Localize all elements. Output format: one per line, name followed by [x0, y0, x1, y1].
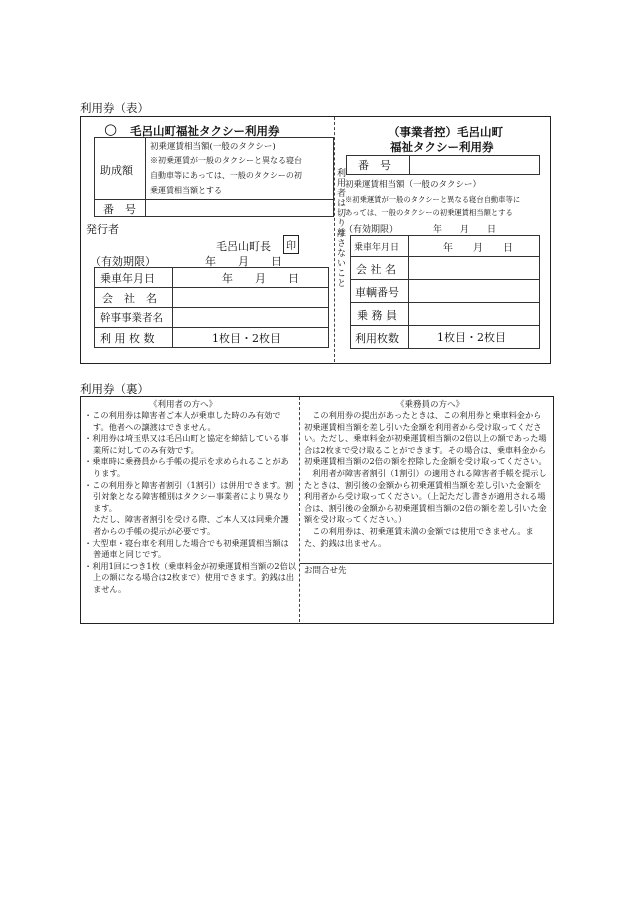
left-validity-label: （有効期限） [90, 255, 156, 268]
right-grant-line3: あっては、一般のタクシーの初乗運賃相当額とする [345, 208, 513, 217]
right-grant-line1: 初乗運賃相当額（一般のタクシー） [345, 180, 482, 190]
inquiry-label: お問合せ先 [304, 566, 347, 576]
vehicle-label: 車輌番号 [355, 286, 399, 299]
back-right-title: 《乗務員の方へ》 [396, 400, 465, 410]
grant-line3: 自動車等にあっては、一般のタクシーの初 [150, 171, 302, 180]
number-field[interactable] [145, 199, 334, 217]
back-heading: 利用券（裏） [80, 382, 149, 396]
number-label: 番 号 [103, 203, 136, 216]
user-note-5: ただし、障害者割引を受ける際、ご本人又は同乗介護者からの手帳の提示が必要です。 [84, 514, 289, 536]
user-note-2: ・利用券は埼玉県又は毛呂山町と協定を締結している事業所に対してのみ有効です。 [84, 433, 289, 455]
crew-note-1: この利用券の提出があったときは、この利用券と乗車料金から初乗運賃相当額を差し引いた金額を利用者から受け取ってください。ただし、乗車料金が初乗運賃相当額の2倍以上の額であった場合は2枚まで受け取ることができます。その場合は、乗車料金から初乗運賃相当額の2倍の額を控除した金額を受け取ってください。 [304, 410, 547, 467]
right-ride-date-value: 年 月 日 [443, 243, 513, 254]
separator-note: 利用者は切り離さないこと [335, 168, 345, 288]
right-validity-date: 年 月 日 [433, 225, 497, 235]
count-value: 1枚目・2枚目 [212, 332, 281, 345]
right-title-line1: （事業者控）毛呂山町 [388, 125, 503, 139]
right-ride-date-label: 乗車年月日 [354, 243, 400, 253]
grant-line1: 初乗運賃相当額(一般のタクシー) [150, 142, 276, 152]
user-note-6: ・大型車・寝台車を利用した場合でも初乗運賃相当額は普通車と同じです。 [84, 537, 289, 560]
issuer-label: 発行者 [86, 223, 119, 236]
crew-note-3: この利用券は、初乗運賃未満の金額では使用できません。また、釣銭は出ません。 [304, 525, 534, 548]
vehicle-field[interactable] [408, 279, 540, 303]
right-company-field[interactable] [408, 256, 540, 280]
user-notes [84, 410, 296, 596]
dispatcher-field[interactable] [172, 307, 329, 328]
right-validity-label: （有効期限） [344, 225, 399, 235]
count-label: 利 用 枚 数 [100, 332, 155, 345]
right-count-label: 利用枚数 [355, 332, 399, 345]
user-note-7: ・利用1回につき1枚（乗車料金が初乗運賃相当額の2倍以上の額になる場合は2枚まで）使用できます。釣銭は出ません。 [84, 560, 296, 594]
right-title-line2: 福祉タクシー利用券 [390, 140, 494, 154]
right-count-value: 1枚目・2枚目 [437, 331, 506, 344]
right-company-label: 会 社 名 [356, 263, 396, 276]
mayor-label: 毛呂山町長 [216, 240, 271, 253]
ride-date-value: 年 月 日 [222, 272, 299, 285]
left-ticket-title: 毛呂山町福祉タクシー利用券 [130, 124, 280, 138]
seal-stamp: 印 [283, 235, 299, 254]
grant-line2: ※初乗運賃が一般のタクシーと異なる寝台 [150, 156, 302, 165]
crew-label: 乗 務 員 [357, 309, 397, 322]
ride-date-label: 乗車年月日 [100, 272, 155, 285]
grant-line4: 乗運賃相当額とする [150, 186, 222, 195]
user-note-1: ・この利用券は障害者ご本人が乗車した時のみ有効です。他者への譲渡はできません。 [84, 410, 281, 432]
user-note-3: ・乗車時に乗務員から手帳の提示を求められることがあります。 [84, 456, 289, 478]
circle-mark: ○ [104, 120, 118, 138]
dispatcher-label: 幹事事業者名 [100, 312, 163, 324]
right-number-field[interactable] [409, 155, 540, 175]
back-divider [299, 397, 300, 622]
right-grant-line2: ※初乗運賃が一般のタクシーと異なる寝台自動車等に [345, 195, 521, 204]
right-number-label: 番 号 [358, 159, 391, 172]
back-left-title: 《利用者の方へ》 [149, 400, 218, 410]
company-field[interactable] [172, 287, 329, 308]
crew-field[interactable] [408, 302, 540, 326]
grant-label: 助成額 [100, 164, 133, 177]
crew-notes [304, 410, 548, 549]
company-label: 会 社 名 [102, 292, 157, 305]
left-validity-date: 年 月 日 [205, 255, 282, 268]
crew-note-2: 利用者が障害者割引（1割引）の適用される障害者手帳を提示したときは、割引後の金額から初乗運賃相当額を差し引いた金額を利用者から受け取ってください。（上記ただし書きが適用される場合は、割引後の金額から初乗運賃相当額の2倍の額を差し引いた金額を受け取ってください。） [304, 467, 547, 525]
user-note-4: ・この利用券と障害者割引（1割引）は併用できます。割引対象となる障害種別はタクシー事業者により異なります。 [84, 479, 294, 513]
front-heading: 利用券（表） [80, 101, 149, 115]
